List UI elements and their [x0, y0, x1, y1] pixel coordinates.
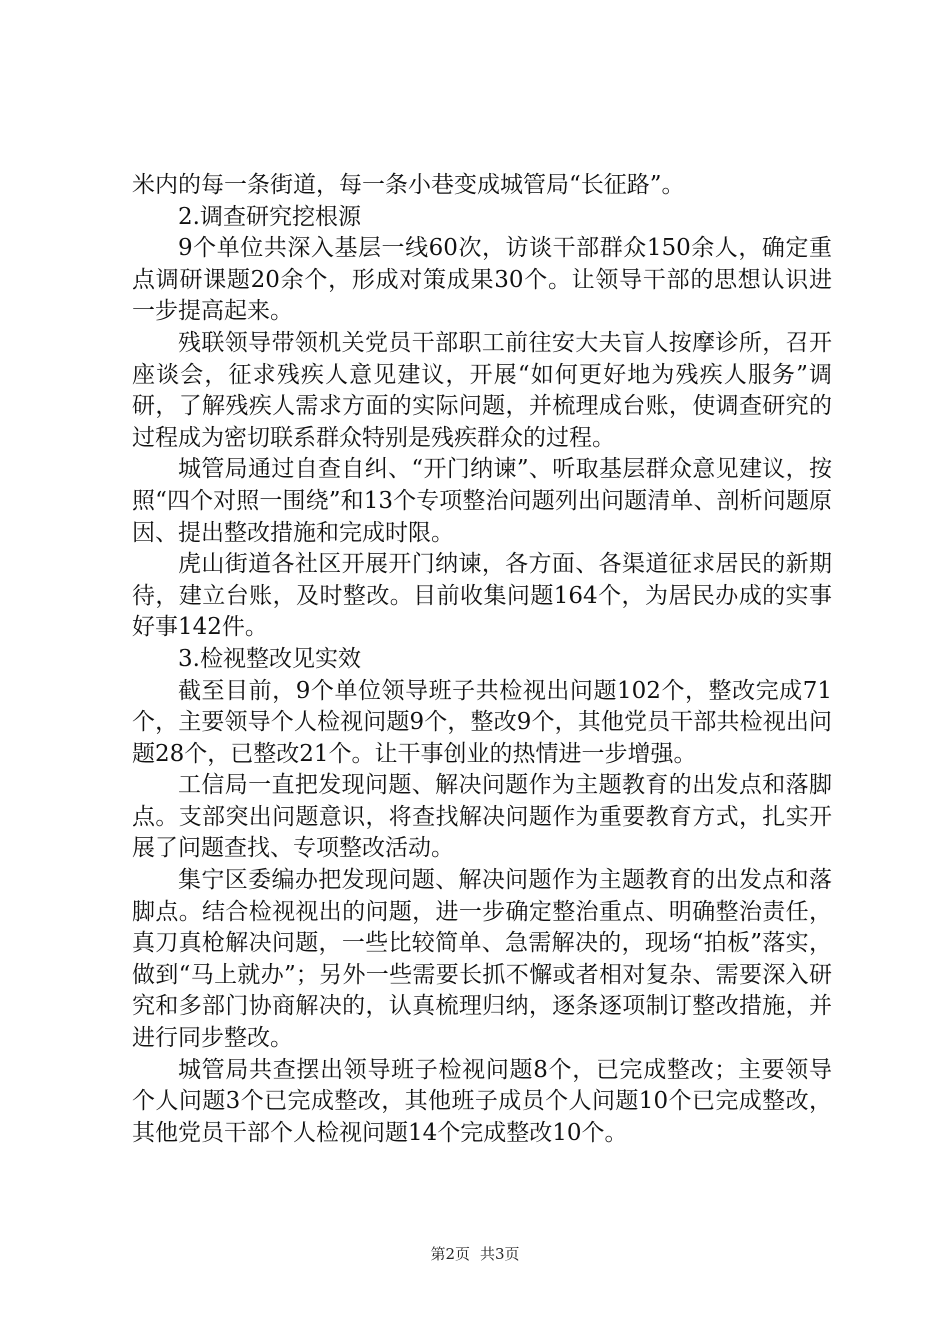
paragraph: 截至目前，9个单位领导班子共检视出问题102个，整改完成71个，主要领导个人检视问题9个，整改9个，其他党员干部共检视出问题28个，已整改21个。让干事创业的热情进一步增强。: [132, 677, 832, 767]
section-heading: 2.调查研究挖根源: [178, 203, 361, 230]
paragraph: 虎山街道各社区开展开门纳谏，各方面、各渠道征求居民的新期待，建立台账，及时整改。目前收集问题164个，为居民办成的实事好事142件。: [132, 551, 832, 641]
page-number: 第2页: [430, 1245, 470, 1263]
paragraph: 工信局一直把发现问题、解决问题作为主题教育的出发点和落脚点。支部突出问题意识，将查找解决问题作为重要教育方式，扎实开展了问题查找、专项整改活动。: [132, 772, 832, 862]
paragraph: 9个单位共深入基层一线60次，访谈干部群众150余人，确定重点调研课题20余个，形成对策成果30个。让领导干部的思想认识进一步提高起来。: [132, 235, 832, 325]
page-footer: [0, 1244, 950, 1264]
paragraph: 米内的每一条街道，每一条小巷变成城管局“长征路”。: [132, 172, 685, 198]
section-heading: 3.检视整改见实效: [178, 645, 361, 672]
paragraph: 城管局通过自查自纠、“开门纳谏”、听取基层群众意见建议，按照“四个对照一围绕”和13个专项整治问题列出问题清单、剖析问题原因、提出整改措施和完成时限。: [132, 456, 832, 546]
paragraph: 残联领导带领机关党员干部职工前往安大夫盲人按摩诊所，召开座谈会，征求残疾人意见建议，开展“如何更好地为残疾人服务”调研，了解残疾人需求方面的实际问题，并梳理成台账，使调查研究的过程成为密切联系群众特别是残疾群众的过程。: [132, 329, 832, 451]
paragraph: 集宁区委编办把发现问题、解决问题作为主题教育的出发点和落脚点。结合检视视出的问题，进一步确定整治重点、明确整治责任，真刀真枪解决问题，一些比较简单、急需解决的，现场“拍板”落实，做到“马上就办”；另外一些需要长抓不懈或者相对复杂、需要深入研究和多部门协商解决的，认真梳理归纳，逐条逐项制订整改措施，并进行同步整改。: [132, 867, 832, 1052]
document-body: [132, 170, 832, 1149]
paragraph: 城管局共查摆出领导班子检视问题8个，已完成整改；主要领导个人问题3个已完成整改，其他班子成员个人问题10个已完成整改，其他党员干部个人检视问题14个完成整改10个。: [132, 1056, 832, 1146]
page-total: 共3页: [480, 1245, 520, 1263]
